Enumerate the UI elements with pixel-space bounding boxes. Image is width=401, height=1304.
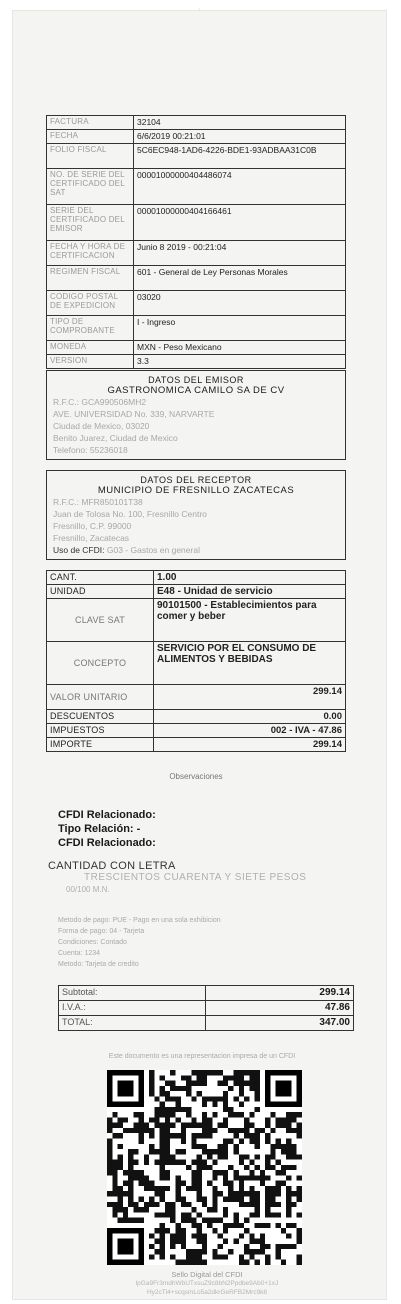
- invoice-row-value: 5C6EC948-1AD6-4226-BDE1-93ADBAA31C0B: [134, 144, 346, 169]
- emisor-line: Telefono: 55236018: [53, 445, 128, 455]
- invoice-row: [47, 116, 346, 130]
- invoice-row-label: REGIMEN FISCAL: [47, 266, 134, 291]
- concept-row-value: 299.14: [154, 685, 346, 710]
- concept-row: [47, 724, 346, 738]
- invoice-row-label: VERSION: [47, 355, 134, 369]
- invoice-row-value: 601 - General de Ley Personas Morales: [134, 266, 346, 291]
- emisor-line: Benito Juarez, Ciudad de Mexico: [53, 433, 178, 443]
- emisor-line: AVE. UNIVERSIDAD No. 339, NARVARTE: [53, 409, 215, 419]
- qr-code-icon: [107, 1070, 302, 1265]
- invoice-row-label: MONEDA: [47, 341, 134, 355]
- concept-row-label: CANT.: [47, 571, 154, 585]
- invoice-row-value: Junio 8 2019 - 00:21:04: [134, 241, 346, 266]
- concept-row: [47, 685, 346, 710]
- emisor-name: GASTRONOMICA CAMILO SA DE CV: [107, 385, 285, 396]
- totals-row-value: 347.00: [206, 1016, 354, 1031]
- emisor-title: DATOS DEL EMISOR: [148, 375, 244, 385]
- emisor-section: [46, 370, 346, 460]
- concept-row-label: IMPUESTOS: [47, 724, 154, 738]
- receptor-line: Juan de Tolosa No. 100, Fresnillo Centro: [53, 509, 207, 519]
- totals-row-value: 299.14: [206, 986, 354, 1001]
- invoice-row: [47, 355, 346, 369]
- receptor-name: MUNICIPIO DE FRESNILLO ZACATECAS: [97, 485, 295, 496]
- receptor-section: [46, 470, 346, 560]
- concept-row: [47, 710, 346, 724]
- concept-row-value: 002 - IVA - 47.86: [154, 724, 346, 738]
- invoice-row-label: CODIGO POSTAL DE EXPEDICION: [47, 291, 134, 316]
- concept-row-label: DESCUENTOS: [47, 710, 154, 724]
- receptor-title: DATOS DEL RECEPTOR: [140, 475, 252, 485]
- uso-cfdi-label: Uso de CFDI:: [53, 545, 105, 555]
- receptor-lines: [53, 496, 339, 544]
- related-cfdi-line: CFDI Relacionado:: [58, 809, 156, 821]
- uso-cfdi-value: G03 - Gastos en general: [106, 545, 200, 555]
- invoice-row: [47, 169, 346, 205]
- invoice-row-label: FECHA Y HORA DE CERTIFICACION: [47, 241, 134, 266]
- invoice-row-value: 03020: [134, 291, 346, 316]
- totals-row-label: I.V.A.:: [59, 1001, 206, 1016]
- concept-row: [47, 571, 346, 585]
- uso-cfdi: [53, 544, 339, 556]
- concept-row-value: 1.00: [154, 571, 346, 585]
- invoice-row-value: 00001000000404486074: [134, 169, 346, 205]
- invoice-row: [47, 130, 346, 144]
- concept-row: [47, 599, 346, 642]
- totals-row-label: Subtotal:: [59, 986, 206, 1001]
- footer-title: Sello Digital del CFDI: [171, 1270, 243, 1279]
- observaciones-label: Observaciones: [169, 772, 223, 781]
- emisor-lines: [53, 396, 339, 456]
- invoice-row-value: I - Ingreso: [134, 316, 346, 341]
- receptor-line: R.F.C.: MFR850101T38: [53, 497, 143, 507]
- concept-table: [46, 570, 346, 752]
- cantidad-letra-sub: 00/100 M.N.: [66, 885, 110, 894]
- concept-row-value: SERVICIO POR EL CONSUMO DE ALIMENTOS Y BEBIDAS: [154, 642, 346, 685]
- concept-row-label: CLAVE SAT: [47, 599, 154, 642]
- invoice-row-label: FOLIO FISCAL: [47, 144, 134, 169]
- invoice-row: [47, 291, 346, 316]
- scan-mark: ·: [198, 6, 201, 13]
- footer: [52, 1270, 362, 1297]
- payment-line: Metodo de pago: PUE - Pago en una sola exhibicion: [58, 917, 221, 924]
- related-cfdi: [58, 808, 358, 850]
- concept-row-value: 0.00: [154, 710, 346, 724]
- concept-row-label: IMPORTE: [47, 738, 154, 752]
- concept-row-value: 299.14: [154, 738, 346, 752]
- invoice-row-value: MXN - Peso Mexicano: [134, 341, 346, 355]
- cantidad-letra-value: TRESCIENTOS CUARENTA Y SIETE PESOS: [84, 872, 307, 883]
- footer-line-2: Hy2cTl4+scqsmLo5a2dkrGeRFB2Mrc9k8: [146, 1289, 268, 1296]
- invoice-row-label: FECHA: [47, 130, 134, 144]
- cantidad-letra-title: CANTIDAD CON LETRA: [48, 860, 176, 872]
- invoice-info-table: [46, 115, 346, 369]
- payment-line: Cuenta: 1234: [58, 950, 101, 957]
- invoice-row: [47, 316, 346, 341]
- invoice-row: [47, 241, 346, 266]
- invoice-row: [47, 205, 346, 241]
- invoice-row-value: 3.3: [134, 355, 346, 369]
- totals-row-value: 47.86: [206, 1001, 354, 1016]
- concept-row: [47, 738, 346, 752]
- invoice-row: [47, 341, 346, 355]
- receptor-line: Fresnillo, Zacatecas: [53, 533, 130, 543]
- invoice-row: [47, 144, 346, 169]
- footer-line-1: lpGa9Fr3mdhWbUTxsuZ9c8bN2Ppdbe9Ab0+1xJ: [135, 1280, 279, 1287]
- totals-row: [59, 1016, 354, 1031]
- emisor-line: R.F.C.: GCA990506MH2: [53, 397, 147, 407]
- invoice-row-label: NO. DE SERIE DEL CERTIFICADO DEL SAT: [47, 169, 134, 205]
- receipt: [12, 6, 387, 1300]
- receptor-line: Fresnillo, C.P. 99000: [53, 521, 132, 531]
- invoice-row-value: 00001000000404166461: [134, 205, 346, 241]
- related-type-line: Tipo Relación: -: [58, 823, 141, 835]
- invoice-row-label: FACTURA: [47, 116, 134, 130]
- invoice-row-value: 32104: [134, 116, 346, 130]
- totals-table: [58, 985, 354, 1031]
- payment-line: Forma de pago: 04 - Tarjeta: [58, 928, 145, 935]
- concept-row-label: UNIDAD: [47, 585, 154, 599]
- concept-row-label: CONCEPTO: [47, 642, 154, 685]
- cantidad-letra: [48, 860, 378, 894]
- totals-row-label: TOTAL:: [59, 1016, 206, 1031]
- concept-row: [47, 585, 346, 599]
- invoice-row-label: SERIE DEL CERTIFICADO DEL EMISOR: [47, 205, 134, 241]
- totals-row: [59, 1001, 354, 1016]
- invoice-row-value: 6/6/2019 00:21:01: [134, 130, 346, 144]
- payment-line: Condiciones: Contado: [58, 939, 127, 946]
- payment-line: Metodo: Tarjeta de credito: [58, 961, 139, 968]
- related-cfdi-line-2: CFDI Relacionado:: [58, 837, 156, 849]
- payment-info: [58, 915, 358, 970]
- emisor-line: Ciudad de Mexico, 03020: [53, 421, 150, 431]
- concept-row-label: VALOR UNITARIO: [47, 685, 154, 710]
- concept-row: [47, 642, 346, 685]
- concept-row-value: 90101500 - Establecimientos para comer y beber: [154, 599, 346, 642]
- invoice-row: [47, 266, 346, 291]
- invoice-row-label: TIPO DE COMPROBANTE: [47, 316, 134, 341]
- concept-row-value: E48 - Unidad de servicio: [154, 585, 346, 599]
- cfdi-note: Este documento es una representacion impresa de un CFDI: [108, 1053, 296, 1060]
- totals-row: [59, 986, 354, 1001]
